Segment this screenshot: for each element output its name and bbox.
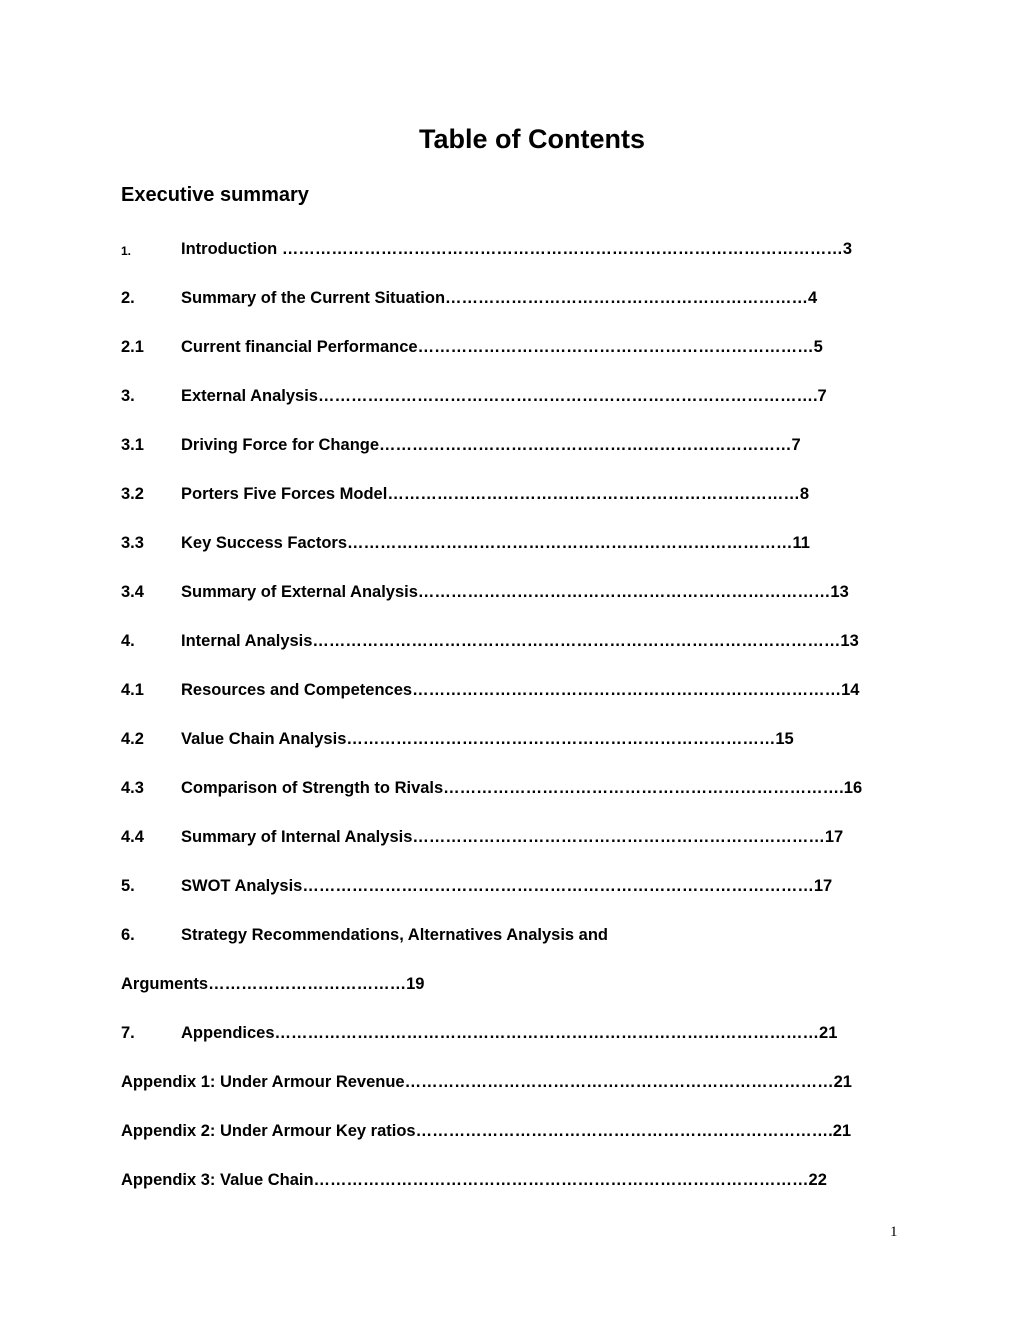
- toc-entry-text: Appendix 1: Under Armour Revenue……………………………………………………………………21: [121, 1073, 852, 1091]
- toc-entry-introduction[interactable]: [121, 238, 921, 287]
- toc-entry-text: Comparison of Strength to Rivals……………………………………………………………….16: [181, 779, 863, 797]
- toc-entry-number: 1.: [121, 244, 132, 258]
- toc-entry-text: Key Success Factors………………………………………………………………………11: [181, 534, 810, 552]
- toc-entry-number: 6.: [121, 926, 135, 944]
- toc-entry-number: 2.1: [121, 338, 144, 356]
- toc-entry-arguments[interactable]: [121, 973, 921, 1022]
- toc-entry-number: 3.: [121, 387, 135, 405]
- toc-entry-appendix-3[interactable]: [121, 1169, 921, 1218]
- toc-entry-text: Appendix 2: Under Armour Key ratios………………………………………………………………….21: [121, 1122, 852, 1140]
- toc-entry-number: 2.: [121, 289, 135, 307]
- toc-entry-swot-analysis[interactable]: [121, 875, 921, 924]
- toc-entry-text: Arguments………………………………19: [121, 975, 425, 993]
- toc-entry-value-chain-analysis[interactable]: [121, 728, 921, 777]
- page-number: 1: [890, 1224, 898, 1240]
- toc-entry-number: 4.: [121, 632, 135, 650]
- toc-entry-key-success-factors[interactable]: [121, 532, 921, 581]
- toc-entry-number: 3.4: [121, 583, 144, 601]
- toc-entry-appendix-2[interactable]: [121, 1120, 921, 1169]
- toc-entry-comparison-strength[interactable]: [121, 777, 921, 826]
- page-title: Table of Contents: [419, 124, 645, 154]
- toc-entry-text: Driving Force for Change…………………………………………………………………7: [181, 436, 801, 454]
- toc-entry-text: Resources and Competences……………………………………………………………………14: [181, 681, 860, 699]
- toc-entry-text: External Analysis……………………………………………………………………………….7: [181, 387, 827, 405]
- toc-entry-driving-force[interactable]: [121, 434, 921, 483]
- toc-entry-number: 7.: [121, 1024, 135, 1042]
- toc-entry-text: Current financial Performance………………………………………………………………5: [181, 338, 823, 356]
- toc-entry-text: Porters Five Forces Model…………………………………………………………………8: [181, 485, 809, 503]
- toc-entry-text: Internal Analysis……………………………………………………………………………………13: [181, 632, 859, 650]
- toc-entry-text: Introduction …………………………………………………………………………………………3: [181, 240, 852, 258]
- toc-entry-number: 3.3: [121, 534, 144, 552]
- toc-entry-external-analysis[interactable]: [121, 385, 921, 434]
- toc-entry-text: Appendix 3: Value Chain………………………………………………………………………………22: [121, 1171, 827, 1189]
- toc-entry-financial-performance[interactable]: [121, 336, 921, 385]
- toc-entry-number: 4.1: [121, 681, 144, 699]
- toc-entry-text: Value Chain Analysis……………………………………………………………………15: [181, 730, 794, 748]
- toc-entry-number: 4.2: [121, 730, 144, 748]
- toc-entry-number: 4.3: [121, 779, 144, 797]
- toc-entry-text: Summary of External Analysis…………………………………………………………………13: [181, 583, 849, 601]
- toc-entry-current-situation[interactable]: [121, 287, 921, 336]
- toc-entry-number: 3.1: [121, 436, 144, 454]
- toc-entry-resources-competences[interactable]: [121, 679, 921, 728]
- toc-entry-internal-analysis[interactable]: [121, 630, 921, 679]
- section-heading: Executive summary: [121, 184, 309, 206]
- toc-entry-text: Appendices………………………………………………………………………………………21: [181, 1024, 838, 1042]
- toc-entry-summary-internal[interactable]: [121, 826, 921, 875]
- toc-entry-appendices[interactable]: [121, 1022, 921, 1071]
- toc-entry-strategy-recommendations[interactable]: [121, 924, 921, 973]
- toc-entry-summary-external[interactable]: [121, 581, 921, 630]
- toc-entry-text: Summary of the Current Situation…………………………………………………………4: [181, 289, 818, 307]
- toc-entry-text: Summary of Internal Analysis…………………………………………………………………17: [181, 828, 844, 846]
- toc-entry-porters-five-forces[interactable]: [121, 483, 921, 532]
- table-of-contents: [121, 238, 921, 1218]
- toc-entry-appendix-1[interactable]: [121, 1071, 921, 1120]
- toc-entry-number: 4.4: [121, 828, 144, 846]
- toc-entry-number: 5.: [121, 877, 135, 895]
- toc-entry-text: Strategy Recommendations, Alternatives Analysis and: [181, 926, 608, 944]
- toc-entry-text: SWOT Analysis…………………………………………………………………………………17: [181, 877, 833, 895]
- toc-entry-number: 3.2: [121, 485, 144, 503]
